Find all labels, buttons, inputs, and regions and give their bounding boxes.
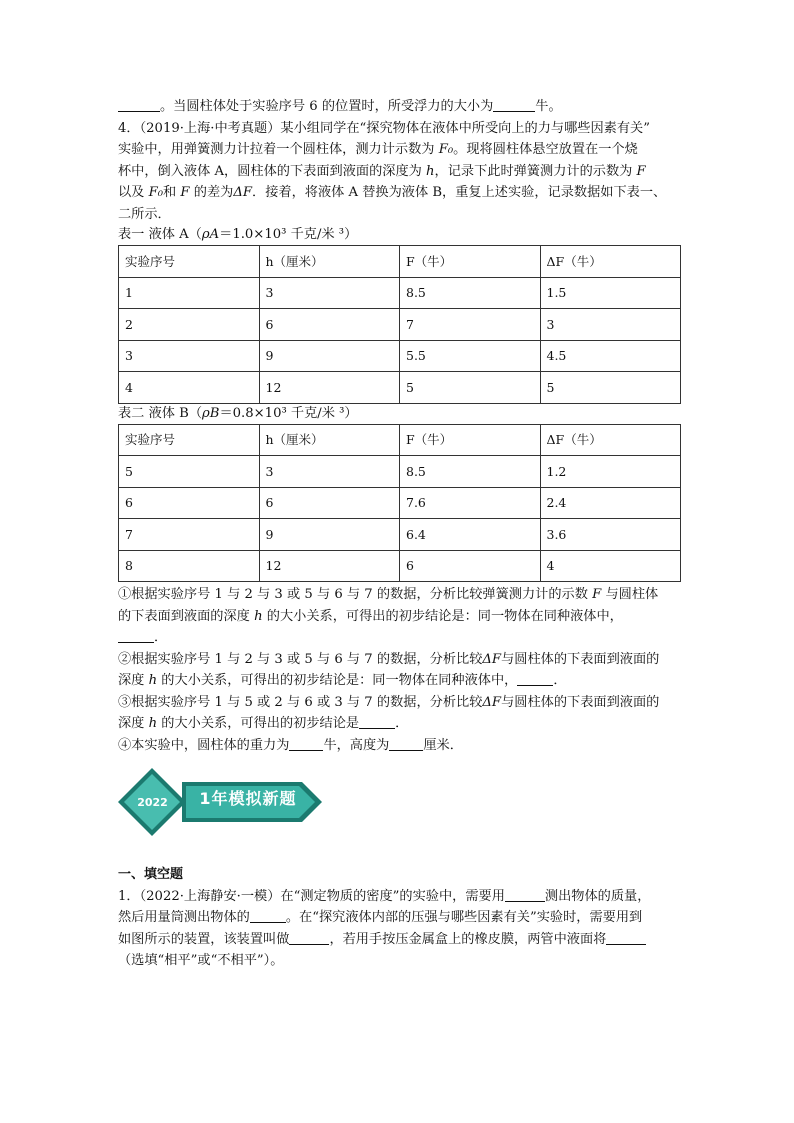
answer-blank[interactable] <box>289 930 329 945</box>
line-previous-question: 。当圆柱体处于实验序号 6 的位置时，所受浮力的大小为 牛。 <box>118 96 680 118</box>
table-row: 5 3 8.5 1.2 <box>119 456 681 488</box>
table-header-row: 实验序号 h（厘米） F（牛） ΔF（牛） <box>119 246 681 278</box>
table-row: 4 12 5 5 <box>119 372 681 404</box>
banner-label: 1年模拟新题 <box>199 789 297 808</box>
table-row: 1 3 8.5 1.5 <box>119 277 681 309</box>
answer-blank[interactable] <box>250 908 286 923</box>
table-1-caption: 表一 液体 A（ρA＝1.0×10³ 千克/米 ³） <box>118 227 358 242</box>
answer-blank[interactable] <box>359 714 395 729</box>
answer-blank[interactable] <box>493 97 535 112</box>
worksheet-page <box>118 96 680 972</box>
answer-blank[interactable] <box>505 887 545 902</box>
answer-blank[interactable] <box>118 97 160 112</box>
sub-questions: ①根据实验序号 1 与 2 与 3 或 5 与 6 与 7 的数据，分析比较弹簧测力计的示数 F 与圆柱体 的下表面到液面的深度 h 的大小关系，可得出的初步结论是：同一物体在同种液体中， ． ②根据实验序号 1 与 2 与 3 或 5 与 6 与 7 的数据，分析比较ΔF与圆柱体的下表面到液面的 深度 h 的大小关系，可得出的初步结论是：同一物体在同种液体中， ． ③根据实验序号 1 与 5 或 2 与 6 或 3 与 7 的数据，分析比较ΔF与圆柱体的下表面到液面的 深度 h 的大小关系，可得出的初步结论是 ． ④本实验中，圆柱体的重力为 牛，高度为 厘米． <box>118 587 660 753</box>
question-4-text: 4．（2019·上海·中考真题）某小组同学在“探究物体在液体中所受向上的力与哪些因素有关” 实验中，用弹簧测力计拉着一个圆柱体，测力计示数为 F₀。现将圆柱体悬空放置在一个烧 杯中，倒入液体 A，圆柱体的下表面到液面的深度为 h，记录下此时弹簧测力计的示数为 F 以及 F₀和 F 的差为ΔF．接着，将液体 A 替换为液体 B，重复上述实验，记录数据如下表一、 二所示． <box>118 120 667 222</box>
answer-blank[interactable] <box>118 628 154 643</box>
table-header-row: 实验序号 h（厘米） F（牛） ΔF（牛） <box>119 424 681 456</box>
table-row: 6 6 7.6 2.4 <box>119 487 681 519</box>
table-row: 2 6 7 3 <box>119 309 681 341</box>
answer-blank[interactable] <box>517 671 553 686</box>
problem-1: 1．（2022·上海静安·一模）在“测定物质的密度”的实验中，需要用 测出物体的质量， 然后用量筒测出物体的 。在“探究液体内部的压强与哪些因素有关”实验时，需要用到 如图所示的装置，该装置叫做 ，若用手按压金属盒上的橡皮膜，两管中液面将 （选填“相平”或“不相平”）。 <box>118 888 651 968</box>
answer-blank[interactable] <box>389 736 423 751</box>
answer-blank[interactable] <box>606 930 646 945</box>
section-banner <box>116 766 680 852</box>
banner-year: 2022 <box>137 796 168 809</box>
table-2 <box>118 424 681 583</box>
section-title: 一、填空题 <box>118 867 184 882</box>
answer-blank[interactable] <box>289 736 323 751</box>
table-row: 8 12 6 4 <box>119 550 681 582</box>
table-row: 3 9 5.5 4.5 <box>119 340 681 372</box>
table-2-caption: 表二 液体 B（ρB＝0.8×10³ 千克/米 ³） <box>118 405 358 421</box>
table-row: 7 9 6.4 3.6 <box>119 519 681 551</box>
table-1 <box>118 245 681 404</box>
